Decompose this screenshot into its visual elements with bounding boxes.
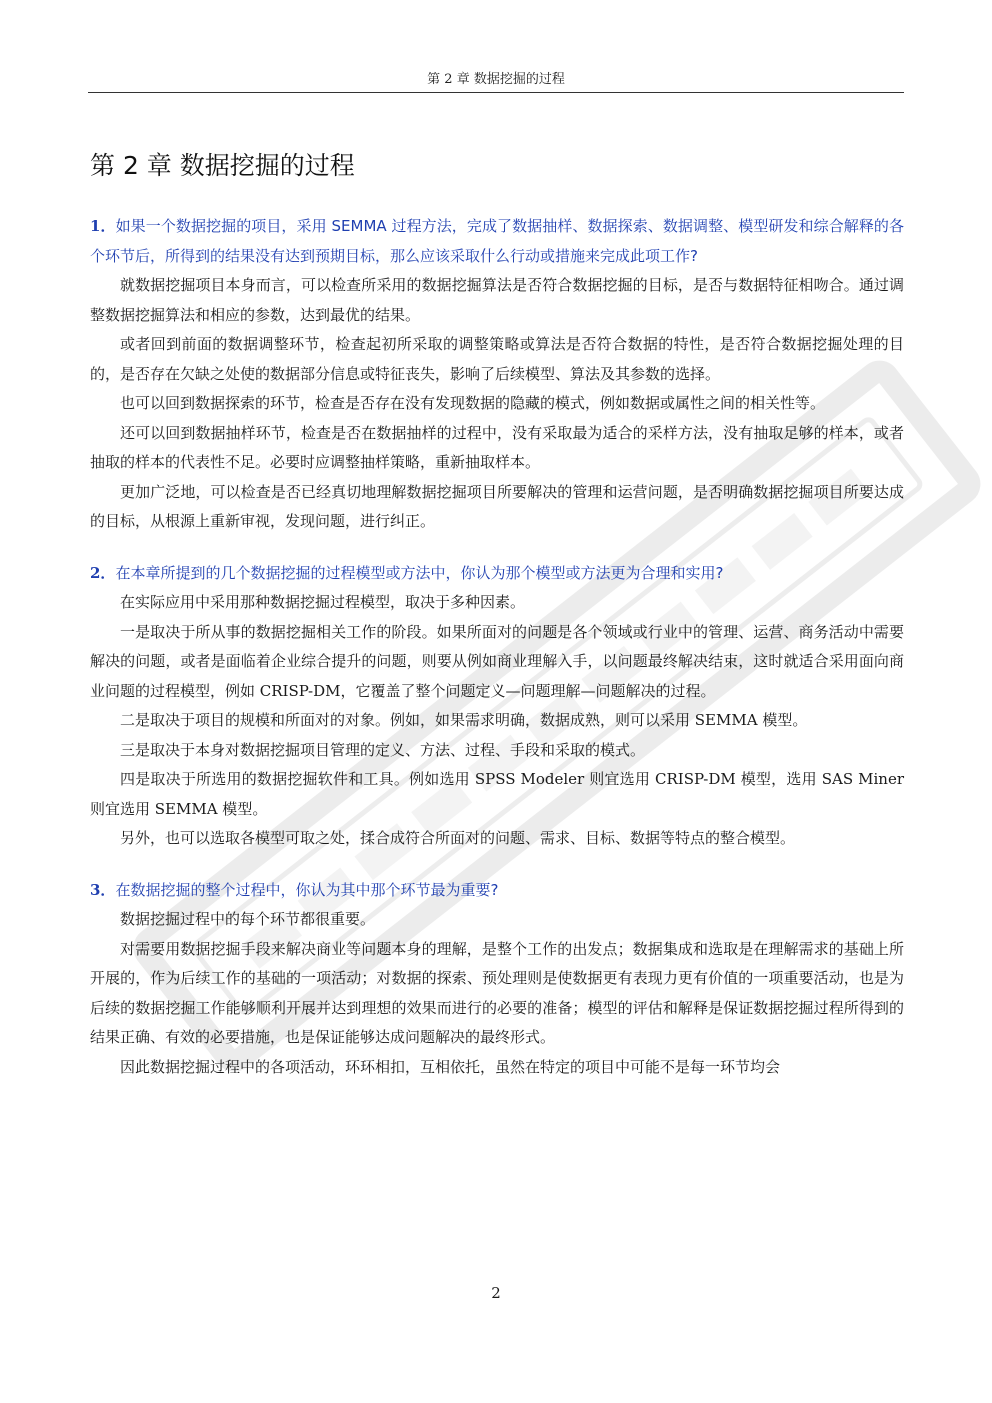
question-heading (90, 212, 904, 271)
answer-paragraph: 更加广泛地，可以检查是否已经真切地理解数据挖掘项目所要解决的管理和运营问题，是否明确数据挖掘项目所要达成的目标，从根源上重新审视，发现问题，进行纠正。 (90, 482, 904, 530)
answer-paragraph: 因此数据挖掘过程中的各项活动，环环相扣，互相依托，虽然在特定的项目中可能不是每一环节均会 (120, 1057, 781, 1076)
page-number: 2 (491, 1284, 501, 1302)
qa-section (90, 876, 904, 1083)
answer-paragraph: 四是取决于所选用的数据挖掘软件和工具。例如选用 SPSS Modeler 则宜选用 CRISP-DM 模型，选用 SAS Miner 则宜选用 SEMMA 模型。 (90, 770, 904, 818)
question-number: 1． (90, 217, 116, 235)
question-heading (90, 559, 904, 589)
question-heading (90, 876, 904, 906)
answer-paragraph: 对需要用数据挖掘手段来解决商业等问题本身的理解，是整个工作的出发点；数据集成和选取是在理解需求的基础上所开展的，作为后续工作的基础的一项活动；对数据的探索、预处理则是使数据更有表现力更有价值的一项重要活动，也是为后续的数据挖掘工作能够顺利开展并达到理想的效果而进行的必要的准备；模型的评估和解释是保证数据挖掘过程所得到的结果正确、有效的必要措施，也是保证能够达成问题解决的最终形式。 (90, 939, 904, 1046)
qa-section (90, 212, 904, 537)
answer-paragraph: 也可以回到数据探索的环节，检查是否存在没有发现数据的隐藏的模式，例如数据或属性之间的相关性等。 (120, 394, 826, 412)
question-text: 在本章所提到的几个数据挖掘的过程模型或方法中，你认为那个模型或方法更为合理和实用? (115, 563, 724, 582)
answer-paragraph: 或者回到前面的数据调整环节，检查起初所采取的调整策略或算法是否符合数据的特性，是否符合数据挖掘处理的目的，是否存在欠缺之处使的数据部分信息或特征丧失，影响了后续模型、算法及其参数的选择。 (90, 335, 904, 383)
answer-paragraph: 三是取决于本身对数据挖掘项目管理的定义、方法、过程、手段和采取的模式。 (120, 740, 646, 759)
answer-paragraph: 一是取决于所从事的数据挖掘相关工作的阶段。如果所面对的问题是各个领域或行业中的管理、运营、商务活动中需要解决的问题，或者是面临着企业综合提升的问题，则要从例如商业理解入手，以问题最终解决结束，这时就适合采用面向商业问题的过程模型，例如 CRISP-DM，它覆盖了整个问题定义—问题理解—问题解决的过程。 (90, 622, 904, 700)
answer-paragraph: 二是取决于项目的规模和所面对的对象。例如，如果需求明确，数据成熟，则可以采用 SEMMA 模型。 (120, 711, 808, 729)
running-header: 第 2 章 数据挖掘的过程 (427, 72, 565, 87)
question-number: 3． (90, 880, 116, 899)
answer-paragraph: 还可以回到数据抽样环节，检查是否在数据抽样的过程中，没有采取最为适合的采样方法，没有抽取足够的样本，或者抽取的样本的代表性不足。必要时应调整抽样策略，重新抽取样本。 (90, 423, 904, 471)
qa-section (90, 559, 904, 854)
question-text: 在数据挖掘的整个过程中，你认为其中那个环节最为重要? (115, 880, 499, 899)
question-number: 2． (90, 563, 116, 582)
answer-paragraph: 另外，也可以选取各模型可取之处，揉合成符合所面对的问题、需求、目标、数据等特点的整合模型。 (120, 829, 796, 847)
answer-paragraph: 在实际应用中采用那种数据挖掘过程模型，取决于多种因素。 (120, 593, 526, 611)
answer-paragraph: 数据挖掘过程中的每个环节都很重要。 (120, 910, 376, 928)
document-body (90, 212, 904, 1104)
question-text: 如果一个数据挖掘的项目，采用 SEMMA 过程方法，完成了数据抽样、数据探索、数据调整、模型研发和综合解释的各个环节后，所得到的结果没有达到预期目标，那么应该采取什么行动或措施来完成此项工作? (90, 217, 905, 265)
chapter-title: 第 2 章 数据挖掘的过程 (90, 151, 355, 180)
answer-paragraph: 就数据挖掘项目本身而言，可以检查所采用的数据挖掘算法是否符合数据挖掘的目标，是否与数据特征相吻合。通过调整数据挖掘算法和相应的参数，达到最优的结果。 (90, 276, 904, 324)
header-rule (88, 92, 904, 93)
